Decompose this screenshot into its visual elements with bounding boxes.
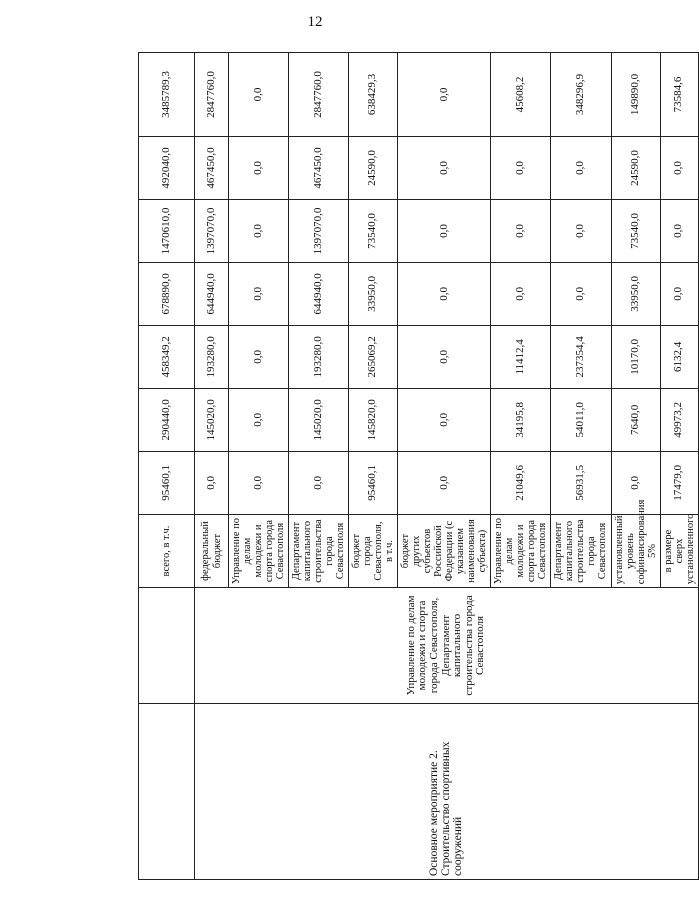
value-cell: 237354,4 (551, 325, 611, 388)
value-cell: 193280,0 (289, 325, 349, 388)
value-cell: 0,0 (398, 388, 491, 451)
value-cell: 11412,4 (491, 325, 551, 388)
value-cell: 33950,0 (611, 262, 660, 325)
row-label: Управление по делам молодежи и спорта города Севастополя (491, 514, 551, 587)
value-cell: 95460,1 (139, 451, 195, 514)
row-label: федеральный бюджет (195, 514, 229, 587)
value-cell: 0,0 (491, 262, 551, 325)
value-cell: 1397070,0 (195, 199, 229, 262)
value-cell: 0,0 (491, 199, 551, 262)
row-label: бюджет других субъектов Российской Федерации (с указанием наименования субъекта) (398, 514, 491, 587)
value-cell: 149890,0 (611, 53, 660, 137)
value-cell: 467450,0 (289, 136, 349, 199)
value-cell: 0,0 (229, 199, 289, 262)
value-cell: 2847760,0 (195, 53, 229, 137)
value-cell: 1470610,0 (139, 199, 195, 262)
value-cell: 678890,0 (139, 262, 195, 325)
value-cell: 24590,0 (611, 136, 660, 199)
value-cell: 644940,0 (195, 262, 229, 325)
value-cell: 0,0 (491, 136, 551, 199)
value-cell: 265069,2 (349, 325, 398, 388)
value-cell: 0,0 (229, 262, 289, 325)
row-label: Департамент капитального строительства города Севастополя (289, 514, 349, 587)
value-cell: 0,0 (551, 136, 611, 199)
value-cell: 290440,0 (139, 388, 195, 451)
value-cell: 0,0 (398, 53, 491, 137)
value-cell: 73584,6 (660, 53, 698, 137)
value-cell: 638429,3 (349, 53, 398, 137)
value-cell: 0,0 (551, 199, 611, 262)
measure-title: Основное мероприятие 2. Строительство спортивных сооружений (195, 703, 699, 879)
value-cell: 0,0 (229, 325, 289, 388)
value-cell: 0,0 (551, 262, 611, 325)
measure-executors: Управление по делам молодежи и спорта города Севастополя, Департамент капитального строительства города Севастополя (195, 588, 699, 703)
executors-cell-empty (139, 588, 195, 703)
rotated-table-frame (138, 52, 696, 880)
value-cell: 0,0 (611, 451, 660, 514)
program-funding-table (138, 52, 699, 880)
value-cell: 1397070,0 (289, 199, 349, 262)
value-cell: 0,0 (398, 325, 491, 388)
value-cell: 492040,0 (139, 136, 195, 199)
value-cell: 21049,6 (491, 451, 551, 514)
table-row (139, 53, 195, 880)
value-cell: 0,0 (398, 136, 491, 199)
value-cell: 0,0 (229, 53, 289, 137)
value-cell: 10170,0 (611, 325, 660, 388)
row-label: Управление по делам молодежи и спорта города Севастополя (229, 514, 289, 587)
value-cell: 33950,0 (349, 262, 398, 325)
value-cell: 73540,0 (349, 199, 398, 262)
value-cell: 49973,2 (660, 388, 698, 451)
value-cell: 6132,4 (660, 325, 698, 388)
value-cell: 7640,0 (611, 388, 660, 451)
row-label: всего, в т.ч. (139, 514, 195, 587)
value-cell: 2847760,0 (289, 53, 349, 137)
value-cell: 17479,0 (660, 451, 698, 514)
value-cell: 145020,0 (195, 388, 229, 451)
value-cell: 0,0 (660, 136, 698, 199)
value-cell: 458349,2 (139, 325, 195, 388)
value-cell: 145820,0 (349, 388, 398, 451)
value-cell: 0,0 (660, 262, 698, 325)
value-cell: 56931,5 (551, 451, 611, 514)
row-label: бюджет города Севастополя, в т.ч. (349, 514, 398, 587)
value-cell: 45608,2 (491, 53, 551, 137)
value-cell: 644940,0 (289, 262, 349, 325)
value-cell: 467450,0 (195, 136, 229, 199)
row-label: установленный уровень софинансирования 5% (611, 514, 660, 587)
row-label: в размере сверх установленного (660, 514, 698, 587)
value-cell: 193280,0 (195, 325, 229, 388)
table-row (195, 53, 229, 880)
value-cell: 0,0 (229, 451, 289, 514)
value-cell: 95460,1 (349, 451, 398, 514)
row-label: Департамент капитального строительства города Севастополя (551, 514, 611, 587)
value-cell: 73540,0 (611, 199, 660, 262)
value-cell: 0,0 (398, 451, 491, 514)
value-cell: 0,0 (398, 262, 491, 325)
value-cell: 0,0 (398, 199, 491, 262)
value-cell: 0,0 (195, 451, 229, 514)
value-cell: 0,0 (229, 136, 289, 199)
value-cell: 54011,0 (551, 388, 611, 451)
value-cell: 0,0 (229, 388, 289, 451)
value-cell: 24590,0 (349, 136, 398, 199)
measure-title-cell-empty (139, 703, 195, 879)
value-cell: 348296,9 (551, 53, 611, 137)
value-cell: 0,0 (289, 451, 349, 514)
page-number: 12 (307, 14, 323, 30)
value-cell: 34195,8 (491, 388, 551, 451)
value-cell: 145020,0 (289, 388, 349, 451)
value-cell: 0,0 (660, 199, 698, 262)
value-cell: 3485789,3 (139, 53, 195, 137)
